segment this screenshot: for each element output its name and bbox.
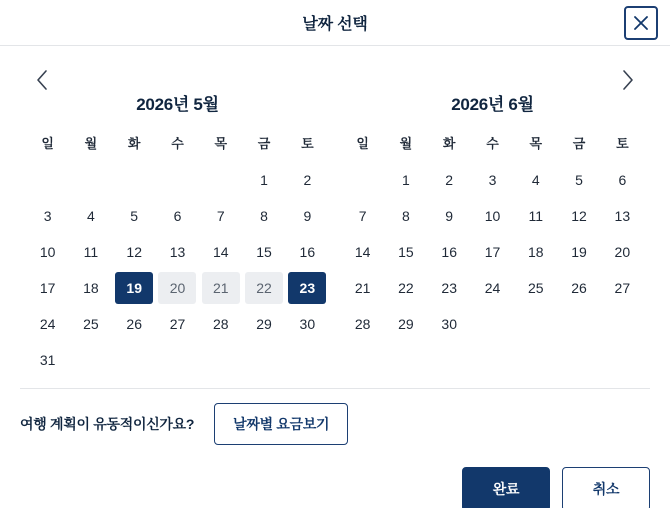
day-number: 27 [169, 316, 186, 332]
day-number: 3 [488, 172, 497, 188]
month-grid [26, 162, 329, 378]
day-cell[interactable] [286, 270, 329, 306]
day-number: 23 [441, 280, 457, 296]
weekday-label: 수 [486, 136, 499, 151]
day-cell[interactable] [156, 198, 199, 234]
day-cell[interactable] [601, 162, 644, 198]
day-cell[interactable] [199, 270, 242, 306]
close-icon [633, 15, 649, 31]
day-cell[interactable] [69, 234, 112, 270]
day-number: 5 [575, 172, 583, 188]
day-number: 24 [484, 280, 501, 296]
day-number: 28 [212, 316, 229, 332]
day-number: 3 [43, 208, 52, 224]
day-cell-empty [557, 306, 600, 342]
view-daily-prices-button[interactable]: 날짜별 요금보기 [214, 403, 348, 445]
day-cell[interactable] [26, 234, 69, 270]
day-number: 18 [527, 244, 544, 260]
day-number: 2 [445, 172, 454, 188]
day-cell[interactable] [286, 306, 329, 342]
day-number: 20 [158, 272, 196, 304]
week-row [26, 270, 329, 306]
dialog-header [0, 0, 670, 46]
day-number: 14 [354, 244, 371, 260]
week-row [341, 198, 644, 234]
day-cell[interactable] [557, 270, 600, 306]
week-row [341, 306, 644, 342]
day-number: 26 [126, 316, 142, 332]
day-number: 22 [398, 280, 414, 296]
day-number: 6 [173, 208, 182, 224]
previous-month-button[interactable] [28, 68, 56, 96]
week-row [341, 270, 644, 306]
page-title: 날짜 선택 [302, 16, 368, 33]
day-number: 25 [527, 280, 544, 296]
day-number: 28 [354, 316, 371, 332]
day-cell-empty [156, 342, 199, 378]
day-cell[interactable] [428, 162, 471, 198]
day-cell[interactable] [242, 162, 285, 198]
day-cell[interactable] [113, 198, 156, 234]
day-number: 12 [571, 208, 587, 224]
day-cell[interactable] [69, 306, 112, 342]
day-cell[interactable] [199, 234, 242, 270]
day-cell[interactable] [384, 306, 427, 342]
weekday-label: 화 [442, 136, 456, 151]
day-number: 18 [83, 280, 99, 296]
chevron-left-icon [35, 69, 49, 96]
day-cell[interactable] [384, 234, 427, 270]
week-row [26, 198, 329, 234]
day-cell[interactable] [514, 234, 557, 270]
week-row [26, 234, 329, 270]
day-cell-empty [26, 162, 69, 198]
day-number: 8 [402, 208, 410, 224]
weekday-label: 토 [301, 136, 314, 151]
day-cell[interactable] [286, 198, 329, 234]
day-cell[interactable] [26, 198, 69, 234]
day-number: 15 [256, 244, 272, 260]
day-cell[interactable] [514, 270, 557, 306]
day-cell[interactable] [601, 234, 644, 270]
day-number: 17 [484, 244, 501, 260]
day-cell[interactable] [514, 198, 557, 234]
day-cell[interactable] [113, 270, 156, 306]
day-number: 24 [39, 316, 56, 332]
day-cell[interactable] [428, 234, 471, 270]
day-cell[interactable] [471, 270, 514, 306]
day-cell[interactable] [341, 198, 384, 234]
day-cell-empty [286, 342, 329, 378]
day-cell[interactable] [601, 270, 644, 306]
day-cell[interactable] [428, 306, 471, 342]
day-number: 29 [398, 316, 414, 332]
day-cell-empty [156, 162, 199, 198]
weekday-label: 목 [529, 136, 543, 151]
day-number: 21 [354, 280, 371, 296]
week-row [341, 234, 644, 270]
day-number: 9 [303, 208, 312, 224]
day-cell[interactable] [156, 270, 199, 306]
weekday-label: 일 [356, 136, 369, 151]
weekday-label: 토 [616, 136, 629, 151]
day-cell[interactable] [557, 198, 600, 234]
day-cell[interactable] [384, 270, 427, 306]
week-row [341, 162, 644, 198]
day-cell[interactable] [242, 234, 285, 270]
day-cell-empty [242, 342, 285, 378]
day-cell-empty [69, 342, 112, 378]
day-cell-empty [514, 306, 557, 342]
day-number: 2 [303, 172, 312, 188]
day-number: 9 [445, 208, 454, 224]
day-cell[interactable] [428, 198, 471, 234]
week-row [26, 162, 329, 198]
day-cell[interactable] [26, 306, 69, 342]
day-cell[interactable] [199, 198, 242, 234]
day-number: 11 [528, 208, 544, 224]
day-cell[interactable] [557, 162, 600, 198]
dialog-footer [0, 457, 670, 508]
day-cell[interactable] [341, 234, 384, 270]
calendar-body [0, 46, 670, 378]
day-cell[interactable] [471, 162, 514, 198]
day-number: 20 [614, 244, 631, 260]
day-number: 29 [256, 316, 272, 332]
day-number: 23 [288, 272, 326, 304]
day-cell[interactable] [113, 234, 156, 270]
day-cell[interactable] [156, 234, 199, 270]
day-number: 7 [216, 208, 225, 224]
day-number: 10 [484, 208, 501, 224]
month-panel [335, 90, 650, 378]
day-cell[interactable] [384, 162, 427, 198]
close-button[interactable] [624, 6, 658, 40]
day-number: 6 [618, 172, 627, 188]
day-cell-empty [113, 342, 156, 378]
weekday-label: 목 [214, 136, 228, 151]
day-cell[interactable] [514, 162, 557, 198]
month-title: 2026년 6월 [451, 95, 534, 114]
next-month-button[interactable] [614, 68, 642, 96]
day-number: 21 [202, 272, 240, 304]
day-number: 8 [260, 208, 268, 224]
weekday-label: 일 [41, 136, 54, 151]
day-number: 10 [39, 244, 56, 260]
day-cell[interactable] [286, 162, 329, 198]
day-number: 5 [130, 208, 139, 224]
day-number: 19 [571, 244, 587, 260]
day-cell[interactable] [242, 306, 285, 342]
day-cell-empty [471, 306, 514, 342]
day-number: 4 [531, 172, 540, 188]
day-cell[interactable] [341, 306, 384, 342]
day-cell[interactable] [199, 306, 242, 342]
day-number: 19 [115, 272, 153, 304]
day-cell-empty [199, 342, 242, 378]
day-cell[interactable] [471, 234, 514, 270]
weekday-label: 수 [171, 136, 184, 151]
day-cell[interactable] [156, 306, 199, 342]
weekday-label: 금 [572, 136, 586, 151]
weekday-label: 월 [399, 136, 413, 151]
day-cell[interactable] [471, 198, 514, 234]
month-panel [20, 90, 335, 378]
day-cell[interactable] [557, 234, 600, 270]
weekday-header [26, 129, 329, 162]
day-cell[interactable] [69, 270, 112, 306]
day-cell[interactable] [26, 270, 69, 306]
day-number: 13 [169, 244, 186, 260]
day-number: 16 [299, 244, 316, 260]
day-number: 27 [614, 280, 631, 296]
day-cell[interactable] [601, 198, 644, 234]
day-number: 13 [614, 208, 631, 224]
month-title: 2026년 5월 [136, 95, 219, 114]
day-cell-empty [341, 162, 384, 198]
day-number: 1 [402, 172, 410, 188]
day-cell-empty [601, 306, 644, 342]
day-number: 26 [571, 280, 587, 296]
week-row [26, 342, 329, 378]
weekday-label: 금 [257, 136, 271, 151]
day-cell[interactable] [113, 306, 156, 342]
month-grid [341, 162, 644, 342]
weekday-label: 월 [84, 136, 98, 151]
day-cell-empty [199, 162, 242, 198]
day-cell[interactable] [242, 198, 285, 234]
weekday-header [341, 129, 644, 162]
day-cell[interactable] [286, 234, 329, 270]
flexible-dates-row [20, 388, 650, 457]
week-row [26, 306, 329, 342]
day-cell[interactable] [69, 198, 112, 234]
day-number: 15 [398, 244, 414, 260]
day-cell[interactable] [341, 270, 384, 306]
weekday-label: 화 [127, 136, 141, 151]
day-cell-empty [69, 162, 112, 198]
day-number: 14 [212, 244, 229, 260]
day-number: 22 [245, 272, 283, 304]
chevron-right-icon [621, 69, 635, 96]
confirm-button[interactable]: 완료 [462, 467, 550, 508]
day-number: 7 [358, 208, 367, 224]
day-number: 30 [299, 316, 316, 332]
day-number: 25 [83, 316, 99, 332]
day-number: 16 [441, 244, 457, 260]
day-cell[interactable] [242, 270, 285, 306]
day-number: 17 [39, 280, 56, 296]
day-number: 31 [39, 352, 56, 368]
day-number: 30 [441, 316, 457, 332]
day-number: 1 [260, 172, 268, 188]
day-cell[interactable] [428, 270, 471, 306]
flexible-dates-label: 여행 계획이 유동적이신가요? [20, 416, 195, 432]
months-container [20, 46, 650, 378]
day-cell-empty [113, 162, 156, 198]
day-cell[interactable] [26, 342, 69, 378]
day-number: 11 [83, 244, 99, 260]
cancel-button[interactable]: 취소 [562, 467, 650, 508]
day-number: 4 [87, 208, 95, 224]
day-cell[interactable] [384, 198, 427, 234]
day-number: 12 [126, 244, 142, 260]
